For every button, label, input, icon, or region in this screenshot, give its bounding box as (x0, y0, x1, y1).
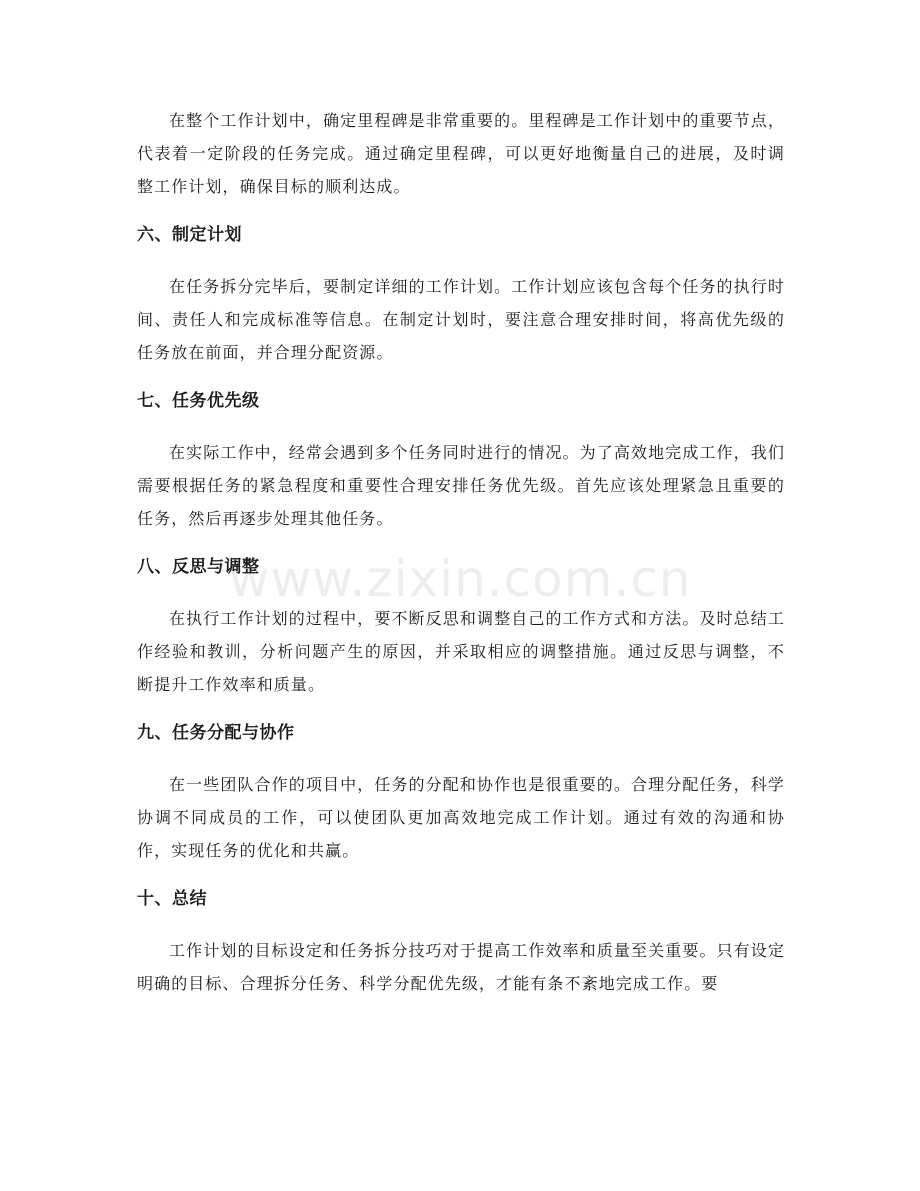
section-body-8: 在执行工作计划的过程中，要不断反思和调整自己的工作方式和方法。及时总结工作经验和教训，分析问题产生的原因，并采取相应的调整措施。通过反思与调整，不断提升工作效率和质量。 (137, 609, 785, 694)
watermark-text: www.zixin.com.cn (228, 550, 692, 608)
section-body-10: 工作计划的目标设定和任务拆分技巧对于提高工作效率和质量至关重要。只有设定明确的目标、合理拆分任务、科学分配优先级，才能有条不紊地完成工作。要 (137, 941, 785, 993)
document-body (137, 104, 785, 1000)
section-heading-8: 八、反思与调整 (137, 557, 260, 577)
section-heading-9: 九、任务分配与协作 (137, 723, 295, 743)
section-body-7: 在实际工作中，经常会遇到多个任务同时进行的情况。为了高效地完成工作，我们需要根据任务的紧急程度和重要性合理安排任务优先级。首先应该处理紧急且重要的任务，然后再逐步处理其他任务。 (137, 443, 785, 528)
section-heading-10: 十、总结 (137, 889, 207, 909)
section-body-6: 在任务拆分完毕后，要制定详细的工作计划。工作计划应该包含每个任务的执行时间、责任人和完成标准等信息。在制定计划时，要注意合理安排时间，将高优先级的任务放在前面，并合理分配资源。 (137, 277, 785, 362)
section-heading-7: 七、任务优先级 (137, 391, 260, 411)
section-body-9: 在一些团队合作的项目中，任务的分配和协作也是很重要的。合理分配任务，科学协调不同成员的工作，可以使团队更加高效地完成工作计划。通过有效的沟通和协作，实现任务的优化和共赢。 (137, 775, 785, 860)
section-heading-6: 六、制定计划 (137, 225, 242, 245)
intro-paragraph: 在整个工作计划中，确定里程碑是非常重要的。里程碑是工作计划中的重要节点，代表着一定阶段的任务完成。通过确定里程碑，可以更好地衡量自己的进展，及时调整工作计划，确保目标的顺利达成。 (137, 111, 785, 196)
